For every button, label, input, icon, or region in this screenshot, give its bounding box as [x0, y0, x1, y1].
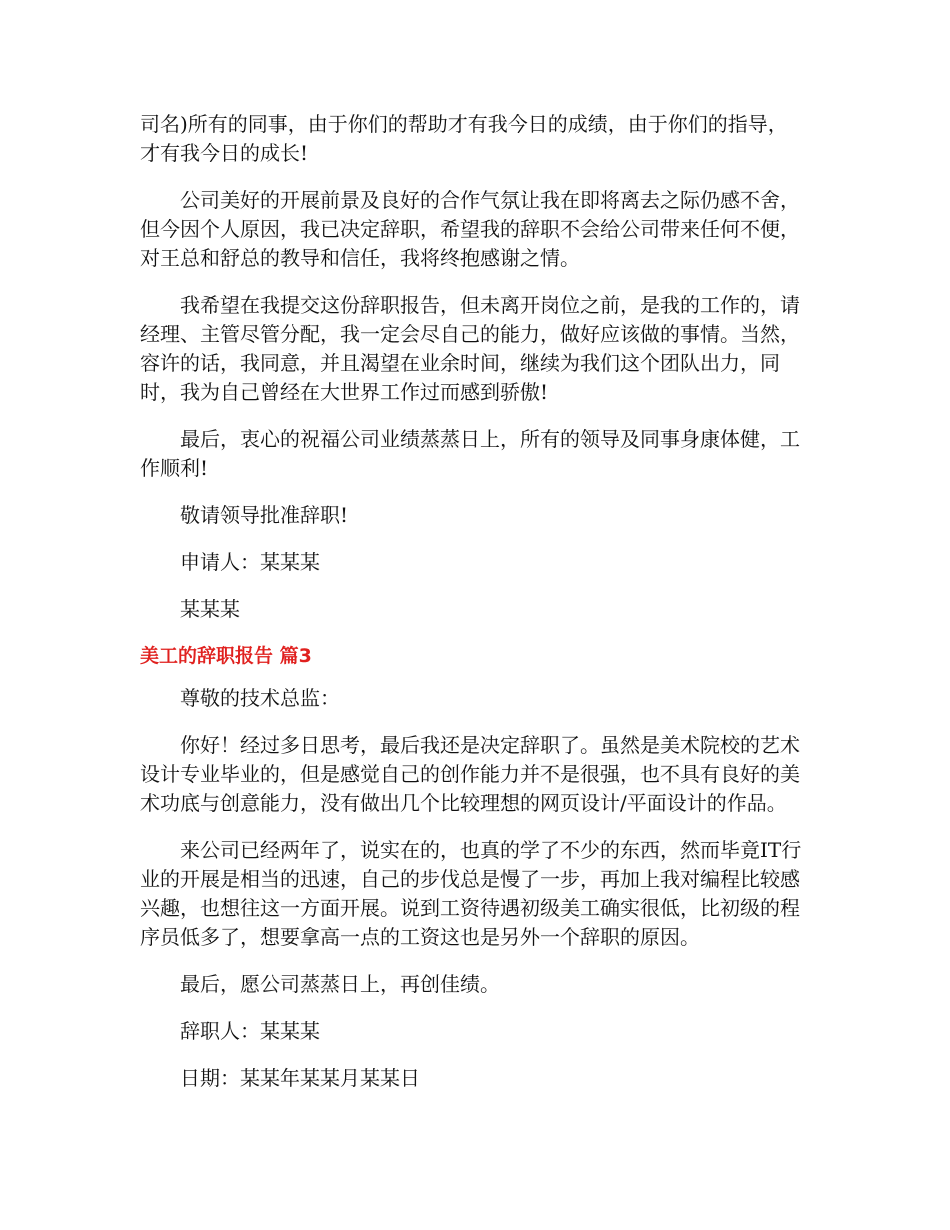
applicant-name: 某某某 [180, 597, 240, 621]
paragraph-blessing: 最后，衷心的祝福公司业绩蒸蒸日上，所有的领导及同事身康体健，工作顺利! [140, 427, 800, 480]
paragraph-prospects: 公司美好的开展前景及良好的合作气氛让我在即将离去之际仍感不舍，但今因个人原因，我已决定辞职，希望我的辞职不会给公司带来任何不便，对王总和舒总的教导和信任，我将终抱感谢之情。 [140, 188, 800, 270]
document-body [140, 110, 805, 1111]
paragraph-continued: 司名)所有的同事，由于你们的帮助才有我今日的成绩，由于你们的指导，才有我今日的成长! [140, 112, 788, 165]
paragraph-reasons: 来公司已经两年了，说实在的，也真的学了不少的东西，然而毕竟IT行业的开展是相当的迅速，自己的步伐总是慢了一步，再加上我对编程比较感兴趣，也想往这一方面开展。说到工资待遇初级美工确实很低，比初级的程序员低多了，想要拿高一点的工资这也是另外一个辞职的原因。 [140, 838, 802, 949]
applicant-line: 申请人：某某某 [180, 550, 320, 574]
resigner-line: 辞职人：某某某 [180, 1019, 320, 1043]
salutation: 尊敬的技术总监： [180, 686, 340, 710]
paragraph-handover: 我希望在我提交这份辞职报告，但未离开岗位之前，是我的工作的，请经理、主管尽管分配，我一定会尽自己的能力，做好应该做的事情。当然，容许的话，我同意，并且渴望在业余时间，继续为我们这个团队出力，同时，我为自己曾经在大世界工作过而感到骄傲! [140, 293, 800, 404]
paragraph-intro: 你好！经过多日思考，最后我还是决定辞职了。虽然是美术院校的艺术设计专业毕业的，但是感觉自己的创作能力并不是很强，也不具有良好的美术功底与创意能力，没有做出几个比较理想的网页设计/平面设计的作品。 [140, 733, 800, 815]
section-heading: 美工的辞职报告 篇3 [140, 645, 312, 667]
paragraph-closing: 最后，愿公司蒸蒸日上，再创佳绩。 [180, 972, 500, 996]
date-line: 日期：某某年某某月某某日 [180, 1066, 420, 1090]
paragraph-request: 敬请领导批准辞职! [180, 503, 349, 527]
